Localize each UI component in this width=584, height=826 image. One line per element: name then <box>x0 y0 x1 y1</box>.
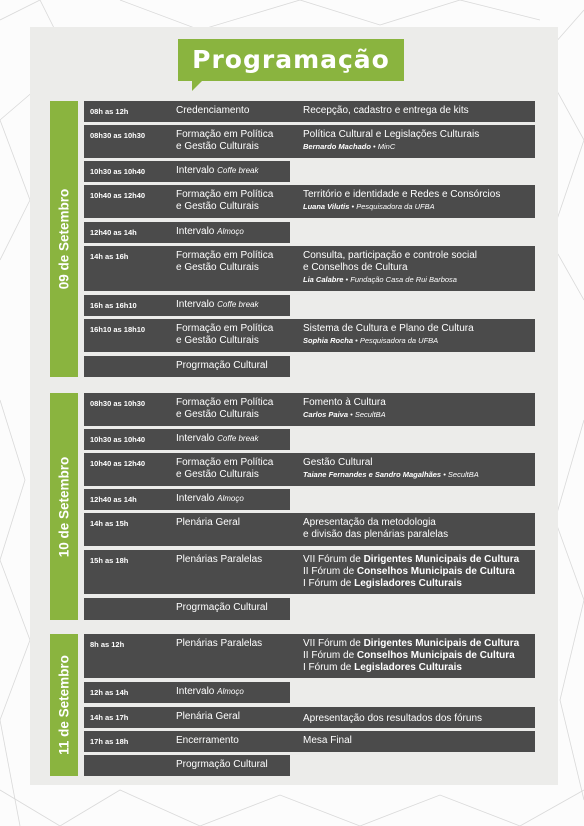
schedule-row: 14h as 15h Plenária Geral Apresentação da metodologia e divisão das plenárias paralelas <box>84 513 535 546</box>
schedule-row: 10h30 as 10h40 Intervalo Coffe break <box>84 161 290 182</box>
schedule-row: 16h as 16h10 Intervalo Coffe break <box>84 295 290 316</box>
schedule-row: 15h as 18h Plenárias Paralelas VII Fórum de Dirigentes Municipais de Cultura II Fórum de Conselhos Municipais de Cultura I Fórum de Legisladores Culturais <box>84 550 535 594</box>
schedule-row: 14h as 16h Formação em Política e Gestão Culturais Consulta, participação e controle social e Conselhos de Cultura Lia Calabre • Fundação Casa de Rui Barbosa <box>84 246 535 291</box>
schedule-row: Progrmação Cultural <box>84 755 290 776</box>
title-tail <box>192 80 203 91</box>
schedule-row: 8h as 12h Plenárias Paralelas VII Fórum de Dirigentes Municipais de Cultura II Fórum de Conselhos Municipais de Cultura I Fórum de Legisladores Culturais <box>84 634 535 678</box>
schedule-row: 12h40 as 14h Intervalo Almoço <box>84 489 290 510</box>
schedule-row: 16h10 as 18h10 Formação em Política e Gestão Culturais Sistema de Cultura e Plano de Cultura Sophia Rocha • Pesquisadora da UFBA <box>84 319 535 352</box>
page-title: Programação <box>178 39 404 81</box>
schedule-row: 08h30 as 10h30 Formação em Política e Gestão Culturais Fomento à Cultura Carlos Paiva • SecultBA <box>84 393 535 426</box>
schedule-row: 12h as 14h Intervalo Almoço <box>84 682 290 703</box>
schedule-row: 14h as 17h Plenária Geral Apresentação dos resultados dos fóruns <box>84 707 535 728</box>
schedule-row: Progrmação Cultural <box>84 598 290 620</box>
schedule-row: 08h as 12h Credenciamento Recepção, cadastro e entrega de kits <box>84 101 535 122</box>
schedule-row: 10h30 as 10h40 Intervalo Coffe break <box>84 429 290 450</box>
schedule-row: 10h40 as 12h40 Formação em Política e Gestão Culturais Território e identidade e Redes e Consórcios Luana Vilutis • Pesquisadora da UFBA <box>84 185 535 218</box>
day-label-10: 10 de Setembro <box>50 393 78 620</box>
day-label-09: 09 de Setembro <box>50 101 78 377</box>
schedule-row: 10h40 as 12h40 Formação em Política e Gestão Culturais Gestão Cultural Taiane Fernandes e Sandro Magalhães • SecultBA <box>84 453 535 486</box>
schedule-row: 17h as 18h Encerramento Mesa Final <box>84 731 535 752</box>
schedule-row: 08h30 as 10h30 Formação em Política e Gestão Culturais Política Cultural e Legislações Culturais Bernardo Machado • MinC <box>84 125 535 158</box>
schedule-row: Progrmação Cultural <box>84 356 290 377</box>
schedule-row: 12h40 as 14h Intervalo Almoço <box>84 222 290 243</box>
day-label-11: 11 de Setembro <box>50 634 78 776</box>
